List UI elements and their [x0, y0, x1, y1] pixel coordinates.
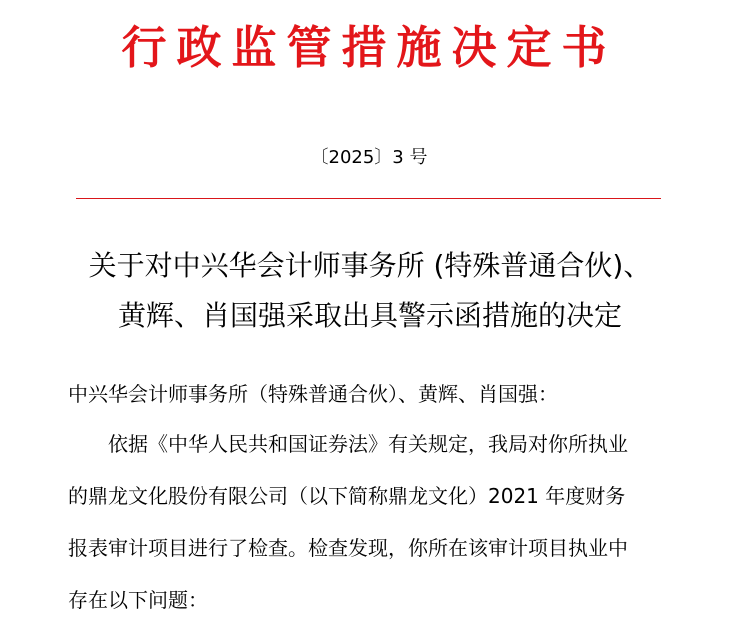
body-line-2: 的鼎龙文化股份有限公司（以下简称鼎龙文化）2021 年度财务	[68, 484, 626, 508]
body-line-3: 报表审计项目进行了检查。检查发现，你所在该审计项目执业中	[68, 536, 628, 560]
document-number: 〔2025〕3 号	[310, 147, 428, 168]
body-line-1: 依据《中华人民共和国证券法》有关规定，我局对你所执业	[108, 432, 628, 456]
addressee-line: 中兴华会计师事务所（特殊普通合伙）、黄辉、肖国强：	[68, 382, 558, 406]
document-title: 行政监管措施决定书	[121, 21, 617, 74]
headline-line-2: 黄辉、肖国强采取出具警示函措施的决定	[117, 299, 622, 332]
headline-line-1: 关于对中兴华会计师事务所 (特殊普通合伙)、	[88, 249, 652, 282]
red-divider	[76, 198, 661, 199]
body-line-4: 存在以下问题：	[68, 588, 208, 612]
